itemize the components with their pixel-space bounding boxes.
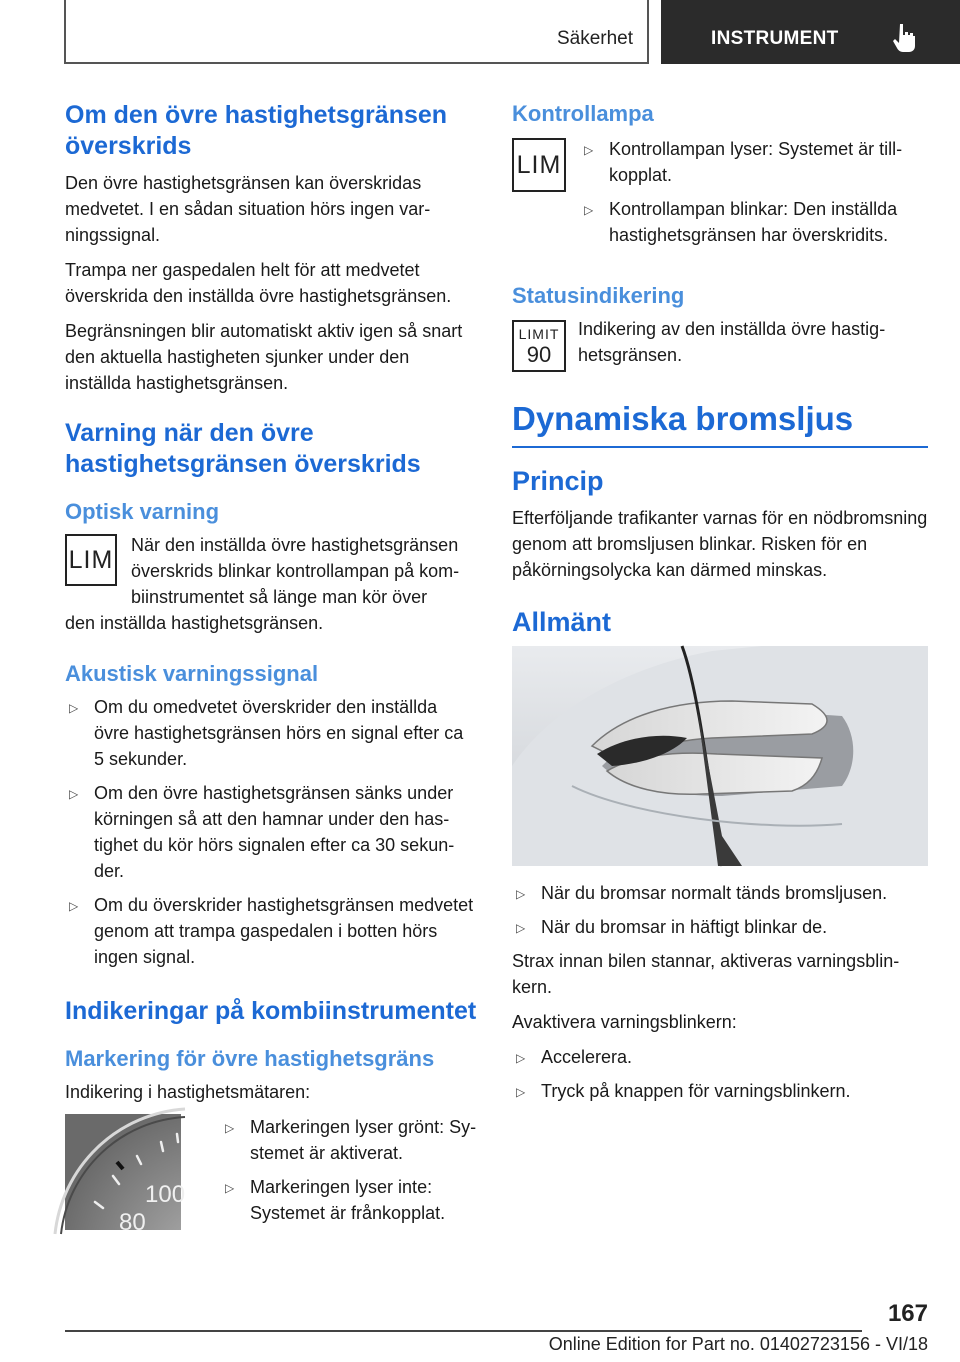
optical-warning-row (65, 532, 477, 610)
heading-dynamic-brake-lights: Dynamiska bromsljus (512, 398, 928, 448)
list-item: ▷ Markeringen lyser grönt: Systemet är aktiverat. (225, 1117, 477, 1163)
triangle-bullet-icon: ▷ (516, 1085, 526, 1099)
paragraph: När den inställda övre hastighetsgränsen överskrids blinkar kontrollampan på kombiinstrumentet så länge man kör över (131, 535, 460, 607)
footer-divider (65, 1330, 862, 1332)
taillight-photo (512, 646, 928, 866)
heading-acoustic-warning: Akustisk varningssignal (65, 661, 319, 686)
list-item: ▷ Om du överskrider hastighetsgränsen medvetet genom att trampa gaspedalen i botten hörs ingen signal. (69, 895, 474, 967)
list-item: ▷ Tryck på knappen för varningsblinkern. (512, 1078, 928, 1104)
speedometer-dial-icon (65, 1114, 186, 1236)
paragraph: Trampa ner gaspedalen helt för att medvetet överskrida den inställda övre hastighetsgränsen. (65, 260, 452, 306)
triangle-bullet-icon: ▷ (584, 203, 594, 217)
acoustic-list (65, 694, 477, 970)
speedometer-image (65, 1114, 186, 1236)
left-column (65, 100, 477, 1234)
list-item: ▷ När du bromsar normalt tänds bromsljusen. (512, 880, 928, 906)
paragraph: Strax innan bilen stannar, aktiveras varningsblinkern. (512, 951, 900, 997)
paragraph: Indikering i hastighetsmätaren: (65, 1082, 311, 1102)
header-section-tab (64, 0, 649, 64)
page-number: 167 (887, 1300, 928, 1327)
triangle-bullet-icon: ▷ (225, 1121, 235, 1135)
paragraph: Indikering av den inställda övre hastighetsgränsen. (578, 319, 886, 365)
paragraph: Den övre hastighetsgränsen kan överskridas medvetet. I en sådan situation hörs ingen varningssignal. (65, 173, 431, 245)
triangle-bullet-icon: ▷ (584, 143, 594, 157)
lim-indicator-icon: LIM (512, 138, 566, 192)
list-item: ▷ Kontrollampan blinkar: Den inställda hastighetsgränsen har överskridits. (584, 199, 898, 245)
svg-text:100: 100 (145, 1181, 186, 1208)
speed-limit-indicator-icon (512, 320, 566, 372)
list-item: ▷ Kontrollampan lyser: Systemet är tillkopplat. (584, 139, 903, 185)
status-row (512, 316, 928, 372)
paragraph: Avaktivera varningsblinkern: (512, 1012, 737, 1032)
heading-optical-warning: Optisk varning (65, 499, 220, 524)
heading-marking: Markering för övre hastighetsgräns (65, 1046, 435, 1071)
heading-warning: Varning när den övre hastighetsgränsen överskrids (65, 419, 421, 478)
limit-label: LIMIT (518, 325, 560, 342)
svg-text:80: 80 (119, 1209, 146, 1236)
triangle-bullet-icon: ▷ (516, 921, 526, 935)
list-item: ▷ Accelerera. (512, 1044, 928, 1070)
chapter-title: INSTRUMENT (711, 28, 839, 49)
right-column (512, 100, 928, 1112)
heading-general: Allmänt (512, 607, 612, 637)
edition-note: Online Edition for Part no. 01402723156 - VI/18 (548, 1334, 928, 1354)
marking-row (65, 1114, 477, 1234)
paragraph: Begränsningen blir automatiskt aktiv igen så snart den aktuella hastigheten sjunker under den inställda hastighetsgränsen. (65, 321, 463, 393)
hazard-list (512, 1044, 928, 1104)
list-item: ▷ När du bromsar in häftigt blinkar de. (512, 914, 928, 940)
paragraph: Efterföljande trafikanter varnas för en nödbromsning genom att bromsljusen blinkar. Risken för en påkörningsolycka kan därmed minskas. (512, 508, 928, 580)
triangle-bullet-icon: ▷ (516, 1051, 526, 1065)
heading-control-lamp: Kontrollampa (512, 101, 654, 126)
marking-list (221, 1114, 477, 1234)
lim-indicator-icon: LIM (65, 534, 117, 586)
heading-exceed: Om den övre hastighetsgränsen överskrids (65, 101, 448, 160)
control-lamp-row (512, 136, 928, 256)
pointing-hand-icon (894, 22, 918, 52)
triangle-bullet-icon: ▷ (69, 899, 79, 913)
triangle-bullet-icon: ▷ (225, 1181, 235, 1195)
control-lamp-list (580, 136, 928, 256)
list-item: ▷ Om den övre hastighetsgränsen sänks under körningen så att den hamnar under den hastighet du kör hörs signalen efter ca 30 sekunder. (69, 783, 455, 881)
list-item: ▷ Om du omedvetet överskrider den inställda övre hastighetsgränsen hörs en signal efter ca 5 sekunder. (69, 697, 464, 769)
heading-status-indication: Statusindikering (512, 283, 685, 308)
paragraph: den inställda hastighetsgränsen. (65, 613, 324, 633)
triangle-bullet-icon: ▷ (69, 701, 79, 715)
brake-list (512, 880, 928, 940)
section-title: Säkerhet (556, 28, 633, 49)
triangle-bullet-icon: ▷ (69, 787, 79, 801)
list-item: ▷ Markeringen lyser inte: Systemet är frånkopplat. (225, 1177, 446, 1223)
limit-value: 90 (526, 341, 552, 367)
triangle-bullet-icon: ▷ (516, 887, 526, 901)
heading-principle: Princip (512, 466, 604, 496)
chapter-tab (661, 0, 960, 64)
heading-indications: Indikeringar på kombiinstrumentet (65, 997, 477, 1025)
